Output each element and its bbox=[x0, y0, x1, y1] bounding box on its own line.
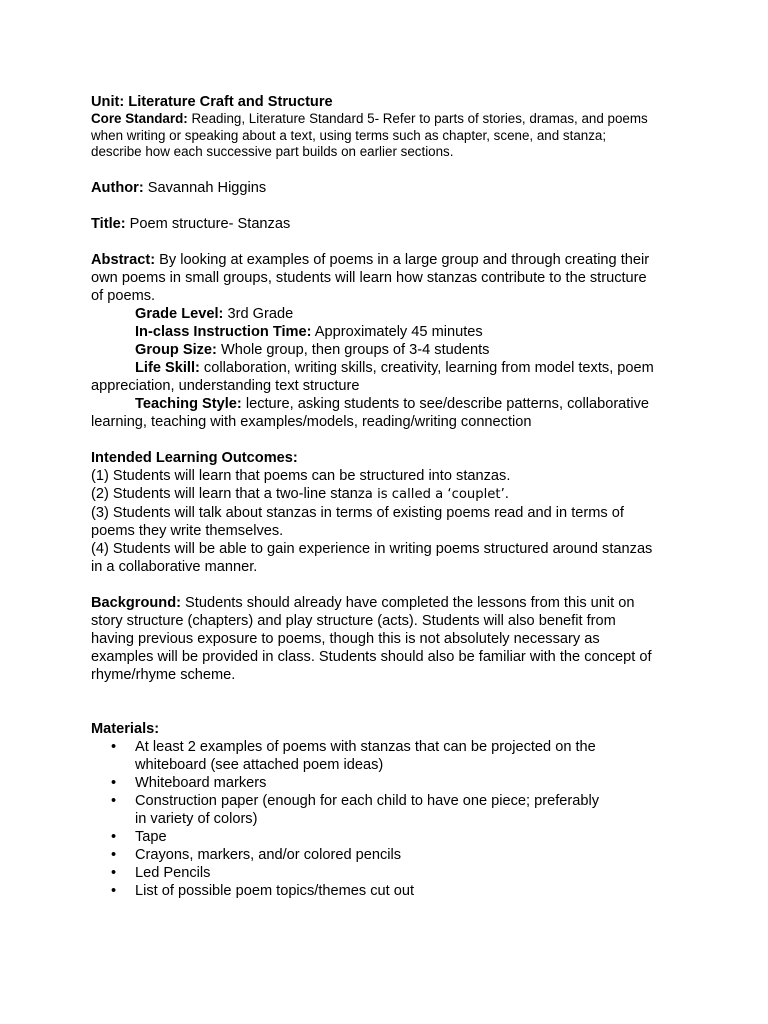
bullet-icon: • bbox=[111, 846, 117, 863]
bullet-icon: • bbox=[111, 828, 117, 845]
materials-list bbox=[91, 738, 691, 900]
list-item: • Led Pencils bbox=[111, 864, 211, 881]
unit-value: Literature Craft and Structure bbox=[128, 94, 333, 110]
abstract-line3: of poems. bbox=[91, 287, 156, 304]
teaching-style-line2: learning, teaching with examples/models, reading/writing connection bbox=[91, 413, 532, 430]
outcome-3: (3) Students will talk about stanzas in terms of existing poems read and in terms of bbox=[91, 504, 624, 521]
bullet-icon: • bbox=[111, 864, 117, 881]
background-line2: story structure (chapters) and play structure (acts). Students will also benefit from bbox=[91, 612, 616, 629]
list-item: • Whiteboard markers bbox=[111, 774, 267, 791]
unit-label: Unit: bbox=[91, 94, 125, 110]
materials-heading: Materials: bbox=[91, 720, 160, 737]
outcome-3-cont: poems they write themselves. bbox=[91, 522, 284, 539]
life-skill: Life Skill: collaboration, writing skills, creativity, learning from model texts, poem bbox=[135, 359, 654, 376]
background-line3: having previous exposure to poems, though this is not absolutely necessary as bbox=[91, 630, 600, 647]
list-item: • Construction paper (enough for each child to have one piece; preferably in variety of colors) bbox=[111, 792, 600, 827]
background-line5: rhyme/rhyme scheme. bbox=[91, 666, 236, 683]
teaching-style: Teaching Style: lecture, asking students to see/describe patterns, collaborative bbox=[135, 395, 650, 412]
core-standard-line3: describe how each successive part builds on earlier sections. bbox=[91, 144, 454, 160]
life-skill-line2: appreciation, understanding text structure bbox=[91, 377, 360, 394]
abstract-line1: Abstract: By looking at examples of poems in a large group and through creating their bbox=[91, 251, 650, 268]
abstract-label: Abstract: bbox=[91, 251, 156, 268]
title-line bbox=[91, 215, 691, 233]
outcomes-heading: Intended Learning Outcomes: bbox=[91, 449, 298, 466]
list-item: • Tape bbox=[111, 828, 167, 845]
bullet-icon: • bbox=[111, 792, 117, 809]
background-line1: Background: Students should already have completed the lessons from this unit on bbox=[91, 594, 635, 611]
bullet-icon: • bbox=[111, 738, 117, 755]
bullet-icon: • bbox=[111, 882, 117, 899]
list-item: • Crayons, markers, and/or colored pencils bbox=[111, 846, 402, 863]
author-value: Savannah Higgins bbox=[143, 179, 267, 196]
bullet-icon: • bbox=[111, 774, 117, 791]
list-item: • At least 2 examples of poems with stanzas that can be projected on the whiteboard (see attached poem ideas) bbox=[111, 738, 596, 773]
core-standard bbox=[91, 111, 691, 161]
unit-line bbox=[91, 93, 691, 111]
abstract-line2: own poems in small groups, students will learn how stanzas contribute to the structure bbox=[91, 269, 647, 286]
background-line4: examples will be provided in class. Students should also be familiar with the concept of bbox=[91, 648, 652, 665]
author-label: Author: bbox=[91, 179, 144, 196]
title-label: Title: bbox=[91, 215, 126, 232]
group-size: Group Size: Whole group, then groups of 3-4 students bbox=[135, 341, 490, 358]
lesson-plan bbox=[91, 93, 691, 900]
outcome-4: (4) Students will be able to gain experience in writing poems structured around stanzas bbox=[91, 540, 653, 557]
list-item: • List of possible poem topics/themes cut out bbox=[111, 882, 415, 899]
outcome-4-cont: in a collaborative manner. bbox=[91, 558, 258, 575]
author-line bbox=[91, 179, 691, 197]
instruction-time: In-class Instruction Time: Approximately 45 minutes bbox=[135, 323, 483, 340]
background-label: Background: bbox=[91, 594, 181, 611]
title-value: Poem structure- Stanzas bbox=[125, 215, 291, 232]
core-standard-line1: Reading, Literature Standard 5- Refer to parts of stories, dramas, and poems bbox=[187, 111, 648, 126]
core-standard-label: Core Standard: bbox=[91, 111, 188, 126]
core-standard-line2: when writing or speaking about a text, using terms such as chapter, scene, and stanza; bbox=[91, 127, 607, 143]
grade-level: Grade Level: 3rd Grade bbox=[135, 305, 294, 322]
outcome-1: (1) Students will learn that poems can be structured into stanzas. bbox=[91, 467, 511, 484]
outcome-2: (2) Students will learn that a two-line stanza is called a ‘couplet’. bbox=[91, 485, 509, 502]
